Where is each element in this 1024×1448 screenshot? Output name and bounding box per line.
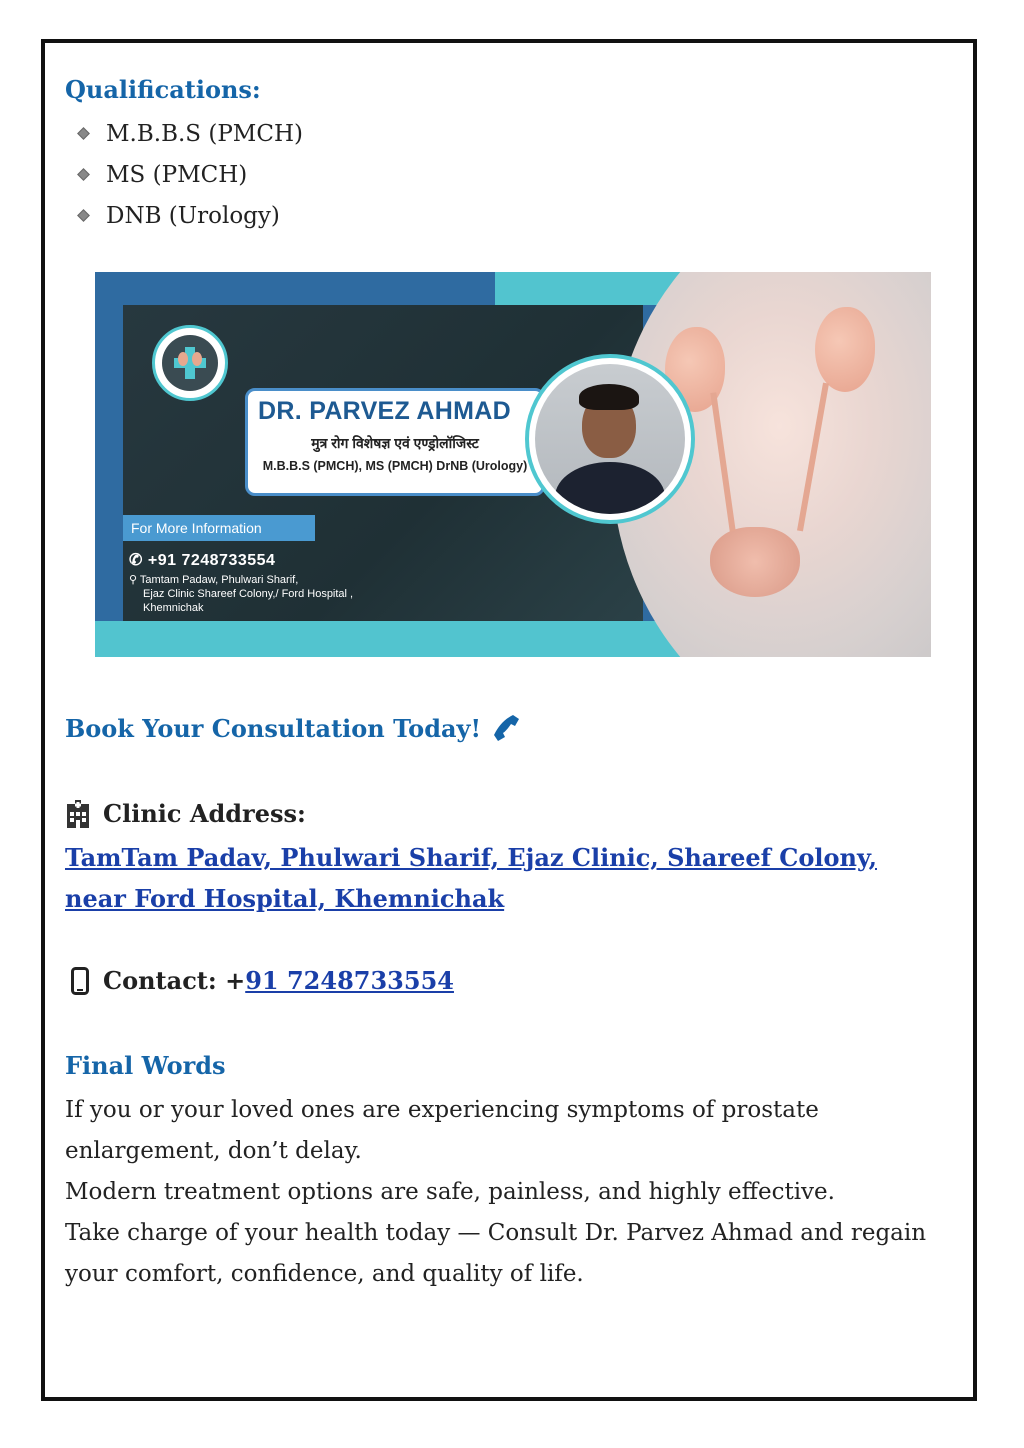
kidney-cross-logo-icon <box>170 343 210 383</box>
list-item: DNB (Urology) <box>73 195 303 236</box>
book-consultation-heading: Book Your Consultation Today! <box>65 713 521 743</box>
phone-icon <box>491 713 521 743</box>
final-words-heading: Final Words <box>65 1051 226 1080</box>
doctor-photo <box>525 354 695 524</box>
contact-line <box>65 966 454 995</box>
clinic-logo <box>152 325 228 401</box>
doctor-title-hindi: मुत्र रोग विशेषज्ञ एवं एण्ड्रोलॉजिस्ट <box>311 435 479 451</box>
phone-icon: ✆ <box>129 552 148 569</box>
paragraph: If you or your loved ones are experiencing symptoms of prostate enlargement, don’t delay. <box>65 1097 819 1164</box>
banner-phone: +91 7248733554 <box>147 552 276 569</box>
list-item: MS (PMCH) <box>73 154 303 195</box>
clinic-address-heading: Clinic Address: <box>65 799 306 828</box>
doctor-name: DR. PARVEZ AHMAD <box>258 397 511 425</box>
doctor-degrees: M.B.B.S (PMCH), MS (PMCH) DrNB (Urology) <box>262 459 528 473</box>
paragraph: Take charge of your health today — Consult Dr. Parvez Ahmad and regain your comfort, confidence, and quality of life. <box>65 1220 927 1287</box>
doctor-banner-image <box>95 272 931 657</box>
hospital-icon <box>65 800 91 828</box>
page-frame <box>41 39 977 1401</box>
qualifications-list <box>73 113 303 236</box>
diamond-bullet-icon <box>77 168 90 181</box>
more-info-label: For More Information <box>123 515 315 541</box>
paragraph: Modern treatment options are safe, painless, and highly effective. <box>65 1179 835 1205</box>
diamond-bullet-icon <box>77 209 90 222</box>
diamond-bullet-icon <box>77 127 90 140</box>
clinic-address-link[interactable]: TamTam Padav, Phulwari Sharif, Ejaz Clinic, Shareef Colony, near Ford Hospital, Khemnichak <box>65 843 877 913</box>
list-item: M.B.B.S (PMCH) <box>73 113 303 154</box>
contact-number-link[interactable]: 91 7248733554 <box>245 966 454 995</box>
mobile-phone-icon <box>71 967 89 995</box>
qualifications-heading: Qualifications: <box>65 75 261 104</box>
doctor-name-card <box>245 388 545 496</box>
location-pin-icon: ⚲ <box>129 574 140 586</box>
banner-contact-info: ✆ +91 7248733554 ⚲ Tamtam Padaw, Phulwari Sharif, Ejaz Clinic Shareef Colony,/ Ford Hospital , Khemnichak <box>129 552 354 614</box>
final-words-text <box>65 1090 965 1295</box>
contact-label: Contact: + <box>103 966 246 995</box>
